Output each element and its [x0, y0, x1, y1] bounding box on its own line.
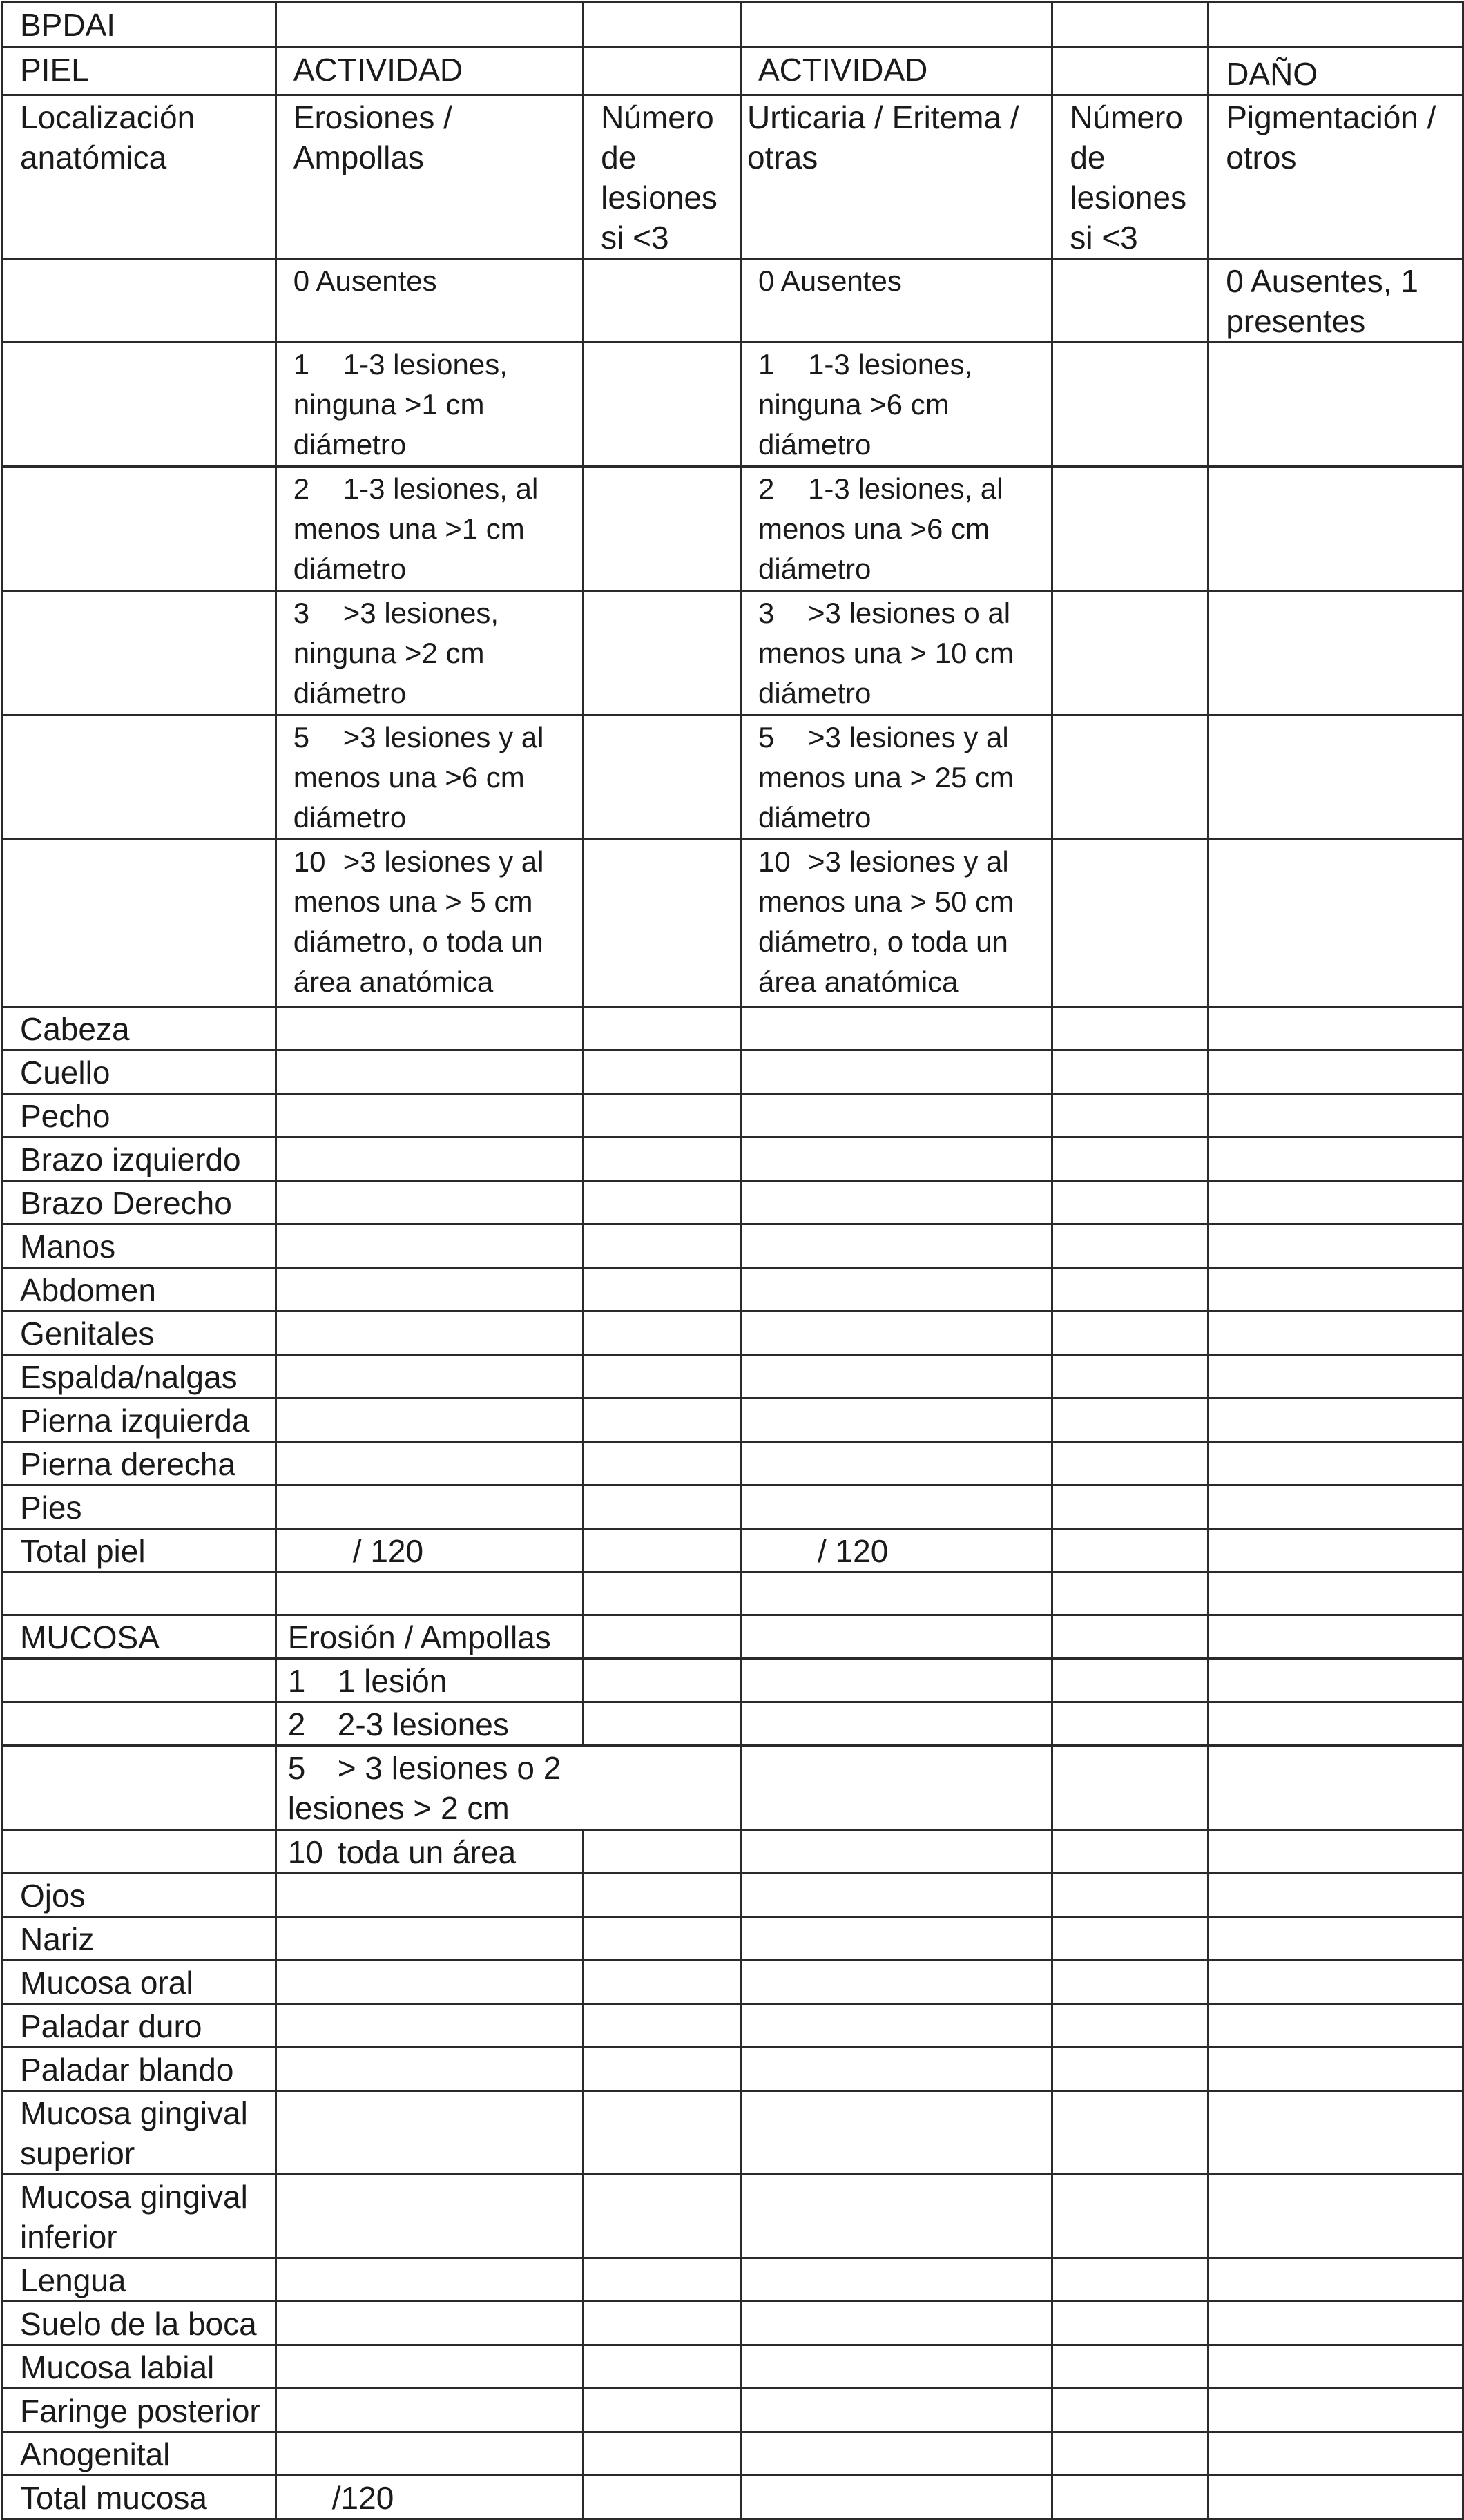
score-cell[interactable]: [584, 2048, 741, 2091]
score-cell[interactable]: [584, 1094, 741, 1137]
score-cell[interactable]: [584, 1311, 741, 1355]
score-cell[interactable]: [741, 1007, 1052, 1050]
mucosa-total-row: [3, 2476, 1463, 2519]
score-cell[interactable]: [741, 2345, 1052, 2389]
score-cell[interactable]: [741, 2091, 1052, 2175]
score-cell[interactable]: [1052, 1874, 1208, 1917]
score-cell[interactable]: [584, 1268, 741, 1311]
location-label: Pierna derecha: [3, 1442, 276, 1485]
score-cell[interactable]: [1208, 2048, 1463, 2091]
score-cell[interactable]: [1052, 1355, 1208, 1398]
score-cell[interactable]: [1052, 1007, 1208, 1050]
score-cell[interactable]: [584, 1181, 741, 1224]
table-row: [3, 1485, 1463, 1529]
pigmentation-header: Pigmentación / otros: [1208, 95, 1463, 259]
urticaria-scale-level: 1 1-3 lesiones, ninguna >6 cm diámetro: [741, 343, 1052, 467]
mucosa-scale-row: [3, 1702, 1463, 1746]
score-cell[interactable]: [1052, 2302, 1208, 2345]
score-cell[interactable]: [1052, 1398, 1208, 1442]
score-cell[interactable]: [584, 1007, 741, 1050]
section-label-skin: PIEL: [3, 48, 276, 95]
erosion-scale-level: 3 >3 lesiones, ninguna >2 cm diámetro: [276, 591, 583, 715]
table-row: [3, 2302, 1463, 2345]
score-cell[interactable]: [1052, 2175, 1208, 2258]
table-row: [3, 1268, 1463, 1311]
table-row: [3, 1442, 1463, 1485]
score-cell[interactable]: [276, 1917, 583, 1961]
score-cell[interactable]: [1052, 1181, 1208, 1224]
table-row: [3, 2004, 1463, 2048]
score-cell[interactable]: [1208, 1874, 1463, 1917]
location-label: Mucosa labial: [3, 2345, 276, 2389]
table-row: [3, 1355, 1463, 1398]
section-header-row: [3, 48, 1463, 95]
erosion-scale-level: 1 1-3 lesiones, ninguna >1 cm diámetro: [276, 343, 583, 467]
score-cell[interactable]: [741, 1485, 1052, 1529]
score-cell[interactable]: [741, 1961, 1052, 2004]
location-label: Pecho: [3, 1094, 276, 1137]
score-cell[interactable]: [276, 2389, 583, 2432]
score-cell[interactable]: [276, 1311, 583, 1355]
table-row: [3, 1137, 1463, 1181]
location-label: Espalda/nalgas: [3, 1355, 276, 1398]
spacer-row: [3, 1572, 1463, 1615]
score-cell[interactable]: [584, 2175, 741, 2258]
score-cell[interactable]: [741, 2258, 1052, 2302]
table-row: [3, 1094, 1463, 1137]
location-label: Nariz: [3, 1917, 276, 1961]
score-cell[interactable]: [741, 1398, 1052, 1442]
skin-location-rows: [3, 1007, 1463, 1529]
score-cell[interactable]: [584, 2432, 741, 2476]
score-cell[interactable]: [584, 1355, 741, 1398]
scale-row: [3, 715, 1463, 840]
score-cell[interactable]: [276, 1961, 583, 2004]
score-cell[interactable]: [276, 1355, 583, 1398]
table-row: [3, 2091, 1463, 2175]
location-label: Brazo izquierdo: [3, 1137, 276, 1181]
score-cell[interactable]: [1208, 1094, 1463, 1137]
score-cell[interactable]: [1052, 2345, 1208, 2389]
score-cell[interactable]: [276, 1094, 583, 1137]
location-label: Mucosa gingival inferior: [3, 2175, 276, 2258]
score-cell[interactable]: [1208, 2175, 1463, 2258]
score-cell[interactable]: [1208, 2004, 1463, 2048]
score-cell[interactable]: [584, 1050, 741, 1094]
erosion-scale-zero: 0 Ausentes: [276, 259, 583, 343]
table-row: [3, 2432, 1463, 2476]
sheet-title: BPDAI: [3, 3, 276, 48]
score-cell[interactable]: [1052, 1917, 1208, 1961]
score-cell[interactable]: [1052, 1311, 1208, 1355]
score-cell[interactable]: [1208, 1007, 1463, 1050]
skin-total-label: Total piel: [3, 1529, 276, 1572]
score-cell[interactable]: [1208, 1442, 1463, 1485]
location-label: Suelo de la boca: [3, 2302, 276, 2345]
score-cell[interactable]: [1052, 1137, 1208, 1181]
score-cell[interactable]: [276, 1442, 583, 1485]
scale-row: [3, 343, 1463, 467]
score-cell[interactable]: [276, 2432, 583, 2476]
table-row: [3, 2258, 1463, 2302]
score-cell[interactable]: [1208, 1050, 1463, 1094]
table-row: [3, 1874, 1463, 1917]
score-cell[interactable]: [276, 1050, 583, 1094]
location-label: Brazo Derecho: [3, 1181, 276, 1224]
score-cell[interactable]: [1208, 2389, 1463, 2432]
score-cell[interactable]: [1208, 1181, 1463, 1224]
table-row: [3, 1224, 1463, 1268]
score-cell[interactable]: [276, 2091, 583, 2175]
score-cell[interactable]: [276, 1874, 583, 1917]
score-cell[interactable]: [276, 1007, 583, 1050]
score-cell[interactable]: [276, 1224, 583, 1268]
erosion-scale-level: 2 1-3 lesiones, al menos una >1 cm diámetro: [276, 467, 583, 591]
score-cell[interactable]: [741, 1874, 1052, 1917]
score-cell[interactable]: [1208, 2258, 1463, 2302]
score-cell[interactable]: [1052, 1961, 1208, 2004]
count-header-2: Número de lesiones si <3: [1052, 95, 1208, 259]
skin-total-row: [3, 1529, 1463, 1572]
activity-header-1: ACTIVIDAD: [276, 48, 583, 95]
score-cell[interactable]: [276, 1137, 583, 1181]
erosion-scale-level: 5 >3 lesiones y al menos una >6 cm diámetro: [276, 715, 583, 840]
score-cell[interactable]: [276, 1268, 583, 1311]
score-cell[interactable]: [584, 2302, 741, 2345]
mucosa-total-value: /120: [276, 2476, 583, 2519]
mucosa-scale-level: 2 2-3 lesiones: [276, 1702, 583, 1746]
score-cell[interactable]: [1208, 1917, 1463, 1961]
score-cell[interactable]: [276, 1398, 583, 1442]
score-cell[interactable]: [276, 2258, 583, 2302]
score-cell[interactable]: [741, 2389, 1052, 2432]
urticaria-scale-level: 2 1-3 lesiones, al menos una >6 cm diámetro: [741, 467, 1052, 591]
location-label: Pierna izquierda: [3, 1398, 276, 1442]
skin-total-erosion: / 120: [276, 1529, 583, 1572]
scale-row: [3, 467, 1463, 591]
damage-header: DAÑO: [1208, 48, 1463, 95]
activity-header-2: ACTIVIDAD: [741, 48, 1052, 95]
erosion-scale-level: 10 >3 lesiones y al menos una > 5 cm diámetro, o toda un área anatómica: [276, 840, 583, 1007]
table-row: [3, 1181, 1463, 1224]
damage-scale: 0 Ausentes, 1 presentes: [1208, 259, 1463, 343]
score-cell[interactable]: [276, 2175, 583, 2258]
location-label: Paladar duro: [3, 2004, 276, 2048]
score-cell[interactable]: [741, 1311, 1052, 1355]
location-label: Genitales: [3, 1311, 276, 1355]
score-cell[interactable]: [741, 2302, 1052, 2345]
bpdai-score-sheet: [1, 1, 1464, 2520]
score-cell[interactable]: [1208, 1224, 1463, 1268]
score-cell[interactable]: [1052, 1442, 1208, 1485]
mucosa-scale-row: [3, 1830, 1463, 1874]
score-cell[interactable]: [584, 2258, 741, 2302]
scale-row-zero: [3, 259, 1463, 343]
table-row: [3, 1961, 1463, 2004]
score-cell[interactable]: [741, 1050, 1052, 1094]
location-label: Abdomen: [3, 1268, 276, 1311]
score-cell[interactable]: [741, 2175, 1052, 2258]
location-label: Faringe posterior: [3, 2389, 276, 2432]
score-cell[interactable]: [1208, 1485, 1463, 1529]
urticaria-scale-level: 3 >3 lesiones o al menos una > 10 cm diámetro: [741, 591, 1052, 715]
score-cell[interactable]: [1052, 2389, 1208, 2432]
title-row: [3, 3, 1463, 48]
score-cell[interactable]: [1052, 2048, 1208, 2091]
score-cell[interactable]: [584, 1398, 741, 1442]
score-cell[interactable]: [741, 1137, 1052, 1181]
score-cell[interactable]: [741, 1442, 1052, 1485]
score-cell[interactable]: [741, 1224, 1052, 1268]
mucosa-scale-level: 10 toda un área: [276, 1830, 583, 1874]
score-cell[interactable]: [584, 1137, 741, 1181]
score-cell[interactable]: [584, 1961, 741, 2004]
urticaria-scale-level: 10 >3 lesiones y al menos una > 50 cm diámetro, o toda un área anatómica: [741, 840, 1052, 1007]
mucosa-header-row: [3, 1615, 1463, 1659]
score-cell[interactable]: [1052, 1224, 1208, 1268]
mucosa-location-rows: [3, 1874, 1463, 2476]
score-cell[interactable]: [1208, 1137, 1463, 1181]
location-label: Anogenital: [3, 2432, 276, 2476]
table-row: [3, 2389, 1463, 2432]
score-cell[interactable]: [1208, 1268, 1463, 1311]
score-cell[interactable]: [1208, 1398, 1463, 1442]
score-cell[interactable]: [1052, 1268, 1208, 1311]
mucosa-scale-row: [3, 1659, 1463, 1702]
count-header-1: Número de lesiones si <3: [584, 95, 741, 259]
table-row: [3, 2345, 1463, 2389]
location-label: Ojos: [3, 1874, 276, 1917]
score-cell[interactable]: [584, 1874, 741, 1917]
column-header-row: [3, 95, 1463, 259]
score-cell[interactable]: [276, 2345, 583, 2389]
score-cell[interactable]: [741, 2004, 1052, 2048]
score-cell[interactable]: [1208, 2091, 1463, 2175]
score-cell[interactable]: [1208, 1961, 1463, 2004]
score-cell[interactable]: [741, 1094, 1052, 1137]
score-cell[interactable]: [584, 1485, 741, 1529]
location-header: Localización anatómica: [3, 95, 276, 259]
skin-total-urticaria: / 120: [741, 1529, 1052, 1572]
score-cell[interactable]: [276, 2302, 583, 2345]
score-cell[interactable]: [1052, 1094, 1208, 1137]
location-label: Manos: [3, 1224, 276, 1268]
mucosa-scale-row: [3, 1746, 1463, 1830]
location-label: Mucosa oral: [3, 1961, 276, 2004]
score-cell[interactable]: [1208, 2345, 1463, 2389]
score-cell[interactable]: [584, 1224, 741, 1268]
location-label: Lengua: [3, 2258, 276, 2302]
score-cell[interactable]: [1208, 2432, 1463, 2476]
score-cell[interactable]: [1208, 2302, 1463, 2345]
table-row: [3, 1917, 1463, 1961]
location-label: Pies: [3, 1485, 276, 1529]
score-cell[interactable]: [1052, 2432, 1208, 2476]
score-cell[interactable]: [1052, 1050, 1208, 1094]
location-label: Cuello: [3, 1050, 276, 1094]
score-cell[interactable]: [1052, 2004, 1208, 2048]
score-cell[interactable]: [584, 2345, 741, 2389]
score-cell[interactable]: [741, 2048, 1052, 2091]
mucosa-total-label: Total mucosa: [3, 2476, 276, 2519]
table-row: [3, 1007, 1463, 1050]
table-row: [3, 1311, 1463, 1355]
score-cell[interactable]: [584, 1917, 741, 1961]
erosions-header: Erosiones / Ampollas: [276, 95, 583, 259]
scale-row: [3, 591, 1463, 715]
urticaria-scale-level: 5 >3 lesiones y al menos una > 25 cm diámetro: [741, 715, 1052, 840]
score-cell[interactable]: [741, 1917, 1052, 1961]
location-label: Mucosa gingival superior: [3, 2091, 276, 2175]
score-cell[interactable]: [276, 1181, 583, 1224]
urticaria-scale-zero: 0 Ausentes: [741, 259, 1052, 343]
location-label: Cabeza: [3, 1007, 276, 1050]
score-cell[interactable]: [584, 2389, 741, 2432]
scale-row: [3, 840, 1463, 1007]
score-cell[interactable]: [1052, 2091, 1208, 2175]
location-label: Paladar blando: [3, 2048, 276, 2091]
score-cell[interactable]: [584, 2091, 741, 2175]
score-cell[interactable]: [741, 1268, 1052, 1311]
score-cell[interactable]: [276, 1485, 583, 1529]
score-cell[interactable]: [1052, 1485, 1208, 1529]
mucosa-erosion-header: Erosión / Ampollas: [276, 1615, 583, 1659]
table-row: [3, 1398, 1463, 1442]
section-label-mucosa: MUCOSA: [3, 1615, 276, 1659]
table-row: [3, 2048, 1463, 2091]
mucosa-scale-level: 5 > 3 lesiones o 2 lesiones > 2 cm: [276, 1746, 740, 1830]
mucosa-scale-level: 1 1 lesión: [276, 1659, 583, 1702]
score-cell[interactable]: [1208, 1311, 1463, 1355]
score-cell[interactable]: [584, 2004, 741, 2048]
urticaria-header: Urticaria / Eritema / otras: [741, 95, 1052, 259]
table-row: [3, 2175, 1463, 2258]
score-cell[interactable]: [276, 2004, 583, 2048]
score-cell[interactable]: [741, 2432, 1052, 2476]
score-cell[interactable]: [1208, 1355, 1463, 1398]
score-cell[interactable]: [584, 1442, 741, 1485]
score-cell[interactable]: [1052, 2258, 1208, 2302]
score-cell[interactable]: [741, 1355, 1052, 1398]
score-cell[interactable]: [741, 1181, 1052, 1224]
score-cell[interactable]: [276, 2048, 583, 2091]
table-row: [3, 1050, 1463, 1094]
